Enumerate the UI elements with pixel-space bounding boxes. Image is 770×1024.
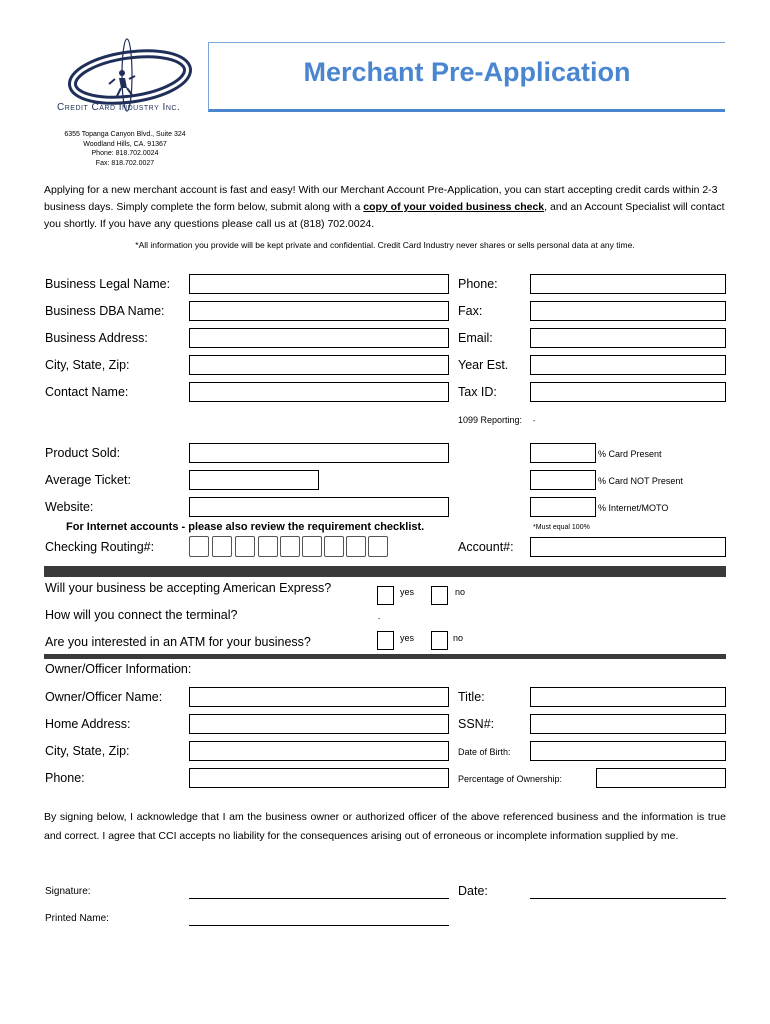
address-line: 6355 Topanga Canyon Blvd., Suite 324: [64, 131, 186, 138]
voided-check-requirement: copy of your voided business check: [363, 201, 545, 213]
terminal-question: How will you connect the terminal?: [45, 608, 238, 622]
date-line[interactable]: [530, 898, 726, 899]
address-line: Phone: 818.702.0024: [91, 150, 159, 157]
card-present-field[interactable]: [530, 443, 596, 463]
routing-digit-2[interactable]: [212, 536, 232, 557]
internet-accounts-note: For Internet accounts - please also review the requirement checklist.: [66, 521, 425, 533]
owner-title-label: Title:: [458, 690, 485, 704]
date-of-birth-field[interactable]: [530, 741, 726, 761]
card-not-present-field[interactable]: [530, 470, 596, 490]
routing-digit-8[interactable]: [346, 536, 366, 557]
business-legal-name-label: Business Legal Name:: [45, 277, 171, 291]
tax-id-field[interactable]: [530, 382, 726, 402]
amex-question: Will your business be accepting American Express?: [45, 581, 332, 595]
company-address: [40, 130, 210, 168]
routing-digit-9[interactable]: [368, 536, 388, 557]
date-of-birth-label: Date of Birth:: [458, 747, 511, 757]
fax-label: Fax:: [458, 304, 483, 318]
email-label: Email:: [458, 331, 493, 345]
ssn-field[interactable]: [530, 714, 726, 734]
title-banner: [208, 42, 725, 112]
atm-yes-label: yes: [400, 633, 415, 643]
owner-name-label: Owner/Officer Name:: [45, 690, 163, 704]
terminal-selector[interactable]: -: [378, 616, 381, 623]
account-label: Account#:: [458, 540, 514, 554]
atm-no-checkbox[interactable]: [431, 631, 448, 650]
product-sold-field[interactable]: [189, 443, 449, 463]
ssn-label: SSN#:: [458, 717, 495, 731]
owner-phone-label: Phone:: [45, 771, 85, 785]
atm-yes-checkbox[interactable]: [377, 631, 394, 650]
intro-text-after: , and an Account Specialist will contact you shortly. If you have any questions please call us at (818) 702.0024.: [44, 201, 725, 230]
business-city-state-zip-field[interactable]: [189, 355, 449, 375]
card-present-label: % Card Present: [598, 449, 662, 459]
account-field[interactable]: [530, 537, 726, 557]
business-city-state-zip-label: City, State, Zip:: [45, 358, 130, 372]
home-address-field[interactable]: [189, 714, 449, 734]
business-dba-name-label: Business DBA Name:: [45, 304, 165, 318]
routing-digit-3[interactable]: [235, 536, 255, 557]
amex-yes-label: yes: [400, 587, 415, 597]
business-legal-name-field[interactable]: [189, 274, 449, 294]
contact-name-field[interactable]: [189, 382, 449, 402]
address-line: Fax: 818.702.0027: [95, 159, 155, 167]
routing-digit-7[interactable]: [324, 536, 344, 557]
phone-field[interactable]: [530, 274, 726, 294]
tax-id-label: Tax ID:: [458, 385, 497, 399]
routing-digit-1[interactable]: [189, 536, 209, 557]
signature-label: Signature:: [45, 886, 91, 897]
home-address-label: Home Address:: [45, 717, 131, 731]
atm-no-label: no: [453, 633, 464, 643]
year-est-label: Year Est.: [458, 358, 509, 372]
printed-name-line[interactable]: [189, 925, 449, 926]
business-dba-name-field[interactable]: [189, 301, 449, 321]
atm-question: Are you interested in an ATM for your business?: [45, 635, 311, 649]
owner-section-title: Owner/Officer Information:: [45, 662, 192, 676]
signature-line[interactable]: [189, 898, 449, 899]
website-field[interactable]: [189, 497, 449, 517]
reporting-1099-label: 1099 Reporting:: [458, 415, 523, 425]
internet-moto-field[interactable]: [530, 497, 596, 517]
section-divider: [44, 566, 726, 577]
fax-field[interactable]: [530, 301, 726, 321]
amex-no-checkbox[interactable]: [431, 586, 448, 605]
business-address-label: Business Address:: [45, 331, 148, 345]
acknowledgement-text: By signing below, I acknowledge that I am the business owner or authorized officer of the above referenced business and the information is true and correct. I agree that CCI accepts no liability for the consequences arising out of erroneous or incomplete information supplied by me.: [44, 811, 726, 842]
internet-moto-label: % Internet/MOTO: [598, 503, 669, 513]
reporting-1099-selector[interactable]: -: [533, 418, 536, 425]
phone-label: Phone:: [458, 277, 498, 291]
checking-routing-label: Checking Routing#:: [45, 540, 155, 554]
owner-city-state-zip-field[interactable]: [189, 741, 449, 761]
amex-no-label: no: [455, 587, 466, 597]
owner-phone-field[interactable]: [189, 768, 449, 788]
average-ticket-field[interactable]: [189, 470, 319, 490]
product-sold-label: Product Sold:: [45, 446, 121, 460]
amex-yes-checkbox[interactable]: [377, 586, 394, 605]
ownership-percentage-field[interactable]: [596, 768, 726, 788]
section-divider: [44, 654, 726, 659]
address-line: Woodland Hills, CA. 91367: [83, 140, 167, 148]
average-ticket-label: Average Ticket:: [45, 473, 131, 487]
email-field[interactable]: [530, 328, 726, 348]
intro-paragraph: [44, 182, 726, 233]
routing-digit-6[interactable]: [302, 536, 322, 557]
contact-name-label: Contact Name:: [45, 385, 129, 399]
page-title: Merchant Pre-Application: [303, 57, 631, 87]
owner-name-field[interactable]: [189, 687, 449, 707]
owner-city-state-zip-label: City, State, Zip:: [45, 744, 130, 758]
routing-digit-4[interactable]: [258, 536, 278, 557]
card-not-present-label: % Card NOT Present: [598, 476, 683, 486]
year-est-field[interactable]: [530, 355, 726, 375]
owner-title-field[interactable]: [530, 687, 726, 707]
ownership-percentage-label: Percentage of Ownership:: [458, 774, 563, 784]
intro-text-before: Applying for a new merchant account is fast and easy! With our Merchant Account Pre-Application, you can start accepting credit cards within 2-3 business days. Simply complete the form below, submit along with a: [44, 184, 718, 213]
date-label: Date:: [458, 884, 488, 898]
printed-name-label: Printed Name:: [45, 913, 109, 924]
privacy-note: *All information you provide will be kept private and confidential. Credit Card Industry never shares or sells personal data at any time.: [135, 240, 635, 250]
business-address-field[interactable]: [189, 328, 449, 348]
must-equal-note: *Must equal 100%: [533, 524, 590, 531]
routing-digit-5[interactable]: [280, 536, 300, 557]
logo-text: Credit Card Industry Inc.: [57, 102, 181, 113]
website-label: Website:: [45, 500, 94, 514]
